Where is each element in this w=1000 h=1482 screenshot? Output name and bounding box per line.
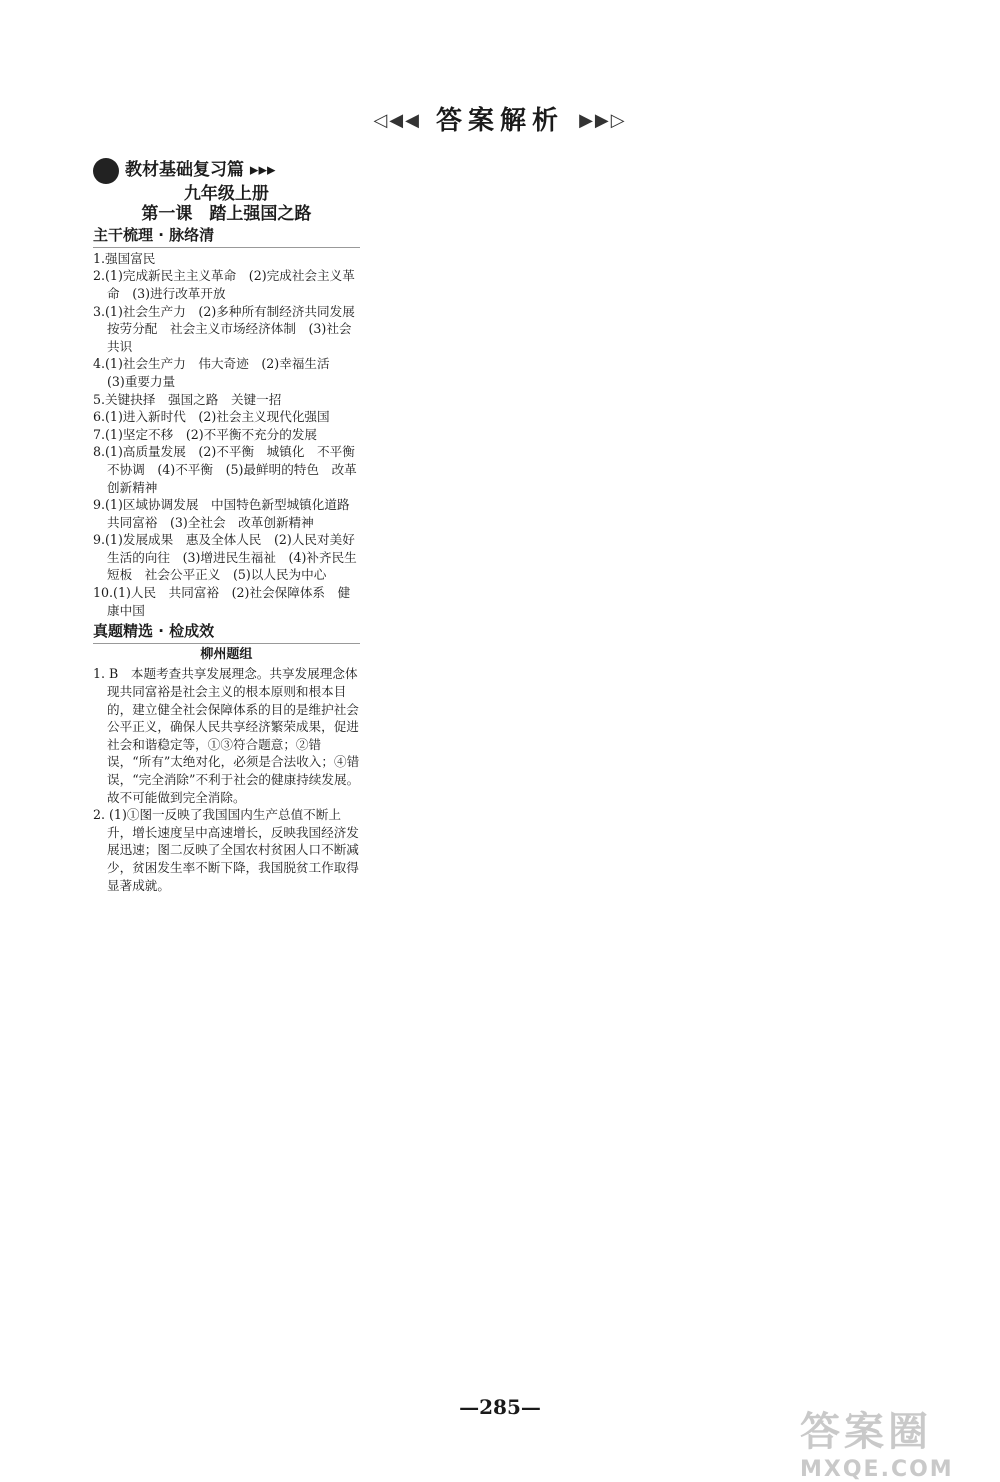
watermark-logo bbox=[800, 1400, 954, 1482]
answer-item: 1. B 本题考查共享发展理念。共享发展理念体现共同富裕是社会主义的根本原则和根本目的，建立健全社会保障体系的目的是维护社会公平正义，确保人民共享经济繁荣成果，促进社会和谐稳定等，①③符合题意；②错误，“所有”太绝对化，必须是合法收入；④错误，“完全消除”不利于社会的健康持续发展。故不可能做到完全消除。 bbox=[93, 666, 360, 805]
list-item: 8.(1)高质量发展 (2)不平衡 城镇化 不平衡不协调 (4)不平衡 (5)最鲜明的特色 改革创新精神 bbox=[93, 444, 357, 495]
column-1 bbox=[93, 158, 368, 1373]
list-item: 9.(1)发展成果 惠及全体人民 (2)人民对美好生活的向往 (3)增进民生福祉 (4)补齐民生短板 社会公平正义 (5)以人民为中心 bbox=[93, 532, 357, 583]
list-item: 1.强国富民 bbox=[93, 250, 156, 266]
column-3 bbox=[646, 158, 913, 1373]
watermark-line-1: 答案圈 bbox=[800, 1409, 932, 1455]
list-item: 5.关键抉择 强国之路 关键一招 bbox=[93, 391, 282, 407]
lesson-heading: 第一课 踏上强国之路 bbox=[141, 203, 312, 224]
list-item: 9.(1)区域协调发展 中国特色新型城镇化道路 共同富裕 (3)全社会 改革创新精神 bbox=[93, 497, 363, 530]
answer-item: 2. (1)①图一反映了我国国内生产总值不断上升，增长速度呈中高速增长，反映我国经济发展迅速；图二反映了全国农村贫困人口不断减少，贫困发生率不断下降，我国脱贫工作取得显著成就。 bbox=[93, 807, 359, 893]
page-title: 答案解析 bbox=[435, 106, 564, 136]
watermark-line-2: MXQE.COM bbox=[800, 1457, 954, 1482]
section-title: 教材基础复习篇 ▸▸▸ bbox=[125, 160, 276, 181]
list-item: 2.(1)完成新民主主义革命 (2)完成社会主义革命 (3)进行改革开放 bbox=[93, 268, 355, 301]
group-heading: 柳州题组 bbox=[200, 646, 253, 662]
main-review-heading: 主干梳理 · 脉络清 bbox=[93, 227, 360, 248]
list-item: 7.(1)坚定不移 (2)不平衡不充分的发展 bbox=[93, 426, 318, 442]
grade-heading: 九年级上册 bbox=[183, 184, 269, 204]
list-item: 3.(1)社会生产力 (2)多种所有制经济共同发展 按劳分配 社会主义市场经济体制 (3)社会共识 bbox=[93, 303, 368, 354]
book-badge-icon bbox=[93, 158, 119, 184]
true-questions-heading: 真题精选 · 检成效 bbox=[93, 623, 360, 644]
page-number: —285— bbox=[459, 1395, 541, 1419]
list-item: 10.(1)人民 共同富裕 (2)社会保障体系 健康中国 bbox=[93, 585, 351, 618]
page-header bbox=[0, 100, 1000, 137]
content-columns bbox=[93, 158, 913, 1373]
arrows-right-icon: ▶▶▷ bbox=[579, 110, 627, 131]
list-item: 4.(1)社会生产力 伟大奇迹 (2)幸福生活 (3)重要力量 bbox=[93, 356, 343, 389]
column-2 bbox=[370, 158, 637, 1373]
arrows-left-icon: ◁◀◀ bbox=[373, 110, 421, 131]
section-main-heading bbox=[93, 158, 360, 184]
list-item: 6.(1)进入新时代 (2)社会主义现代化强国 bbox=[93, 409, 330, 425]
